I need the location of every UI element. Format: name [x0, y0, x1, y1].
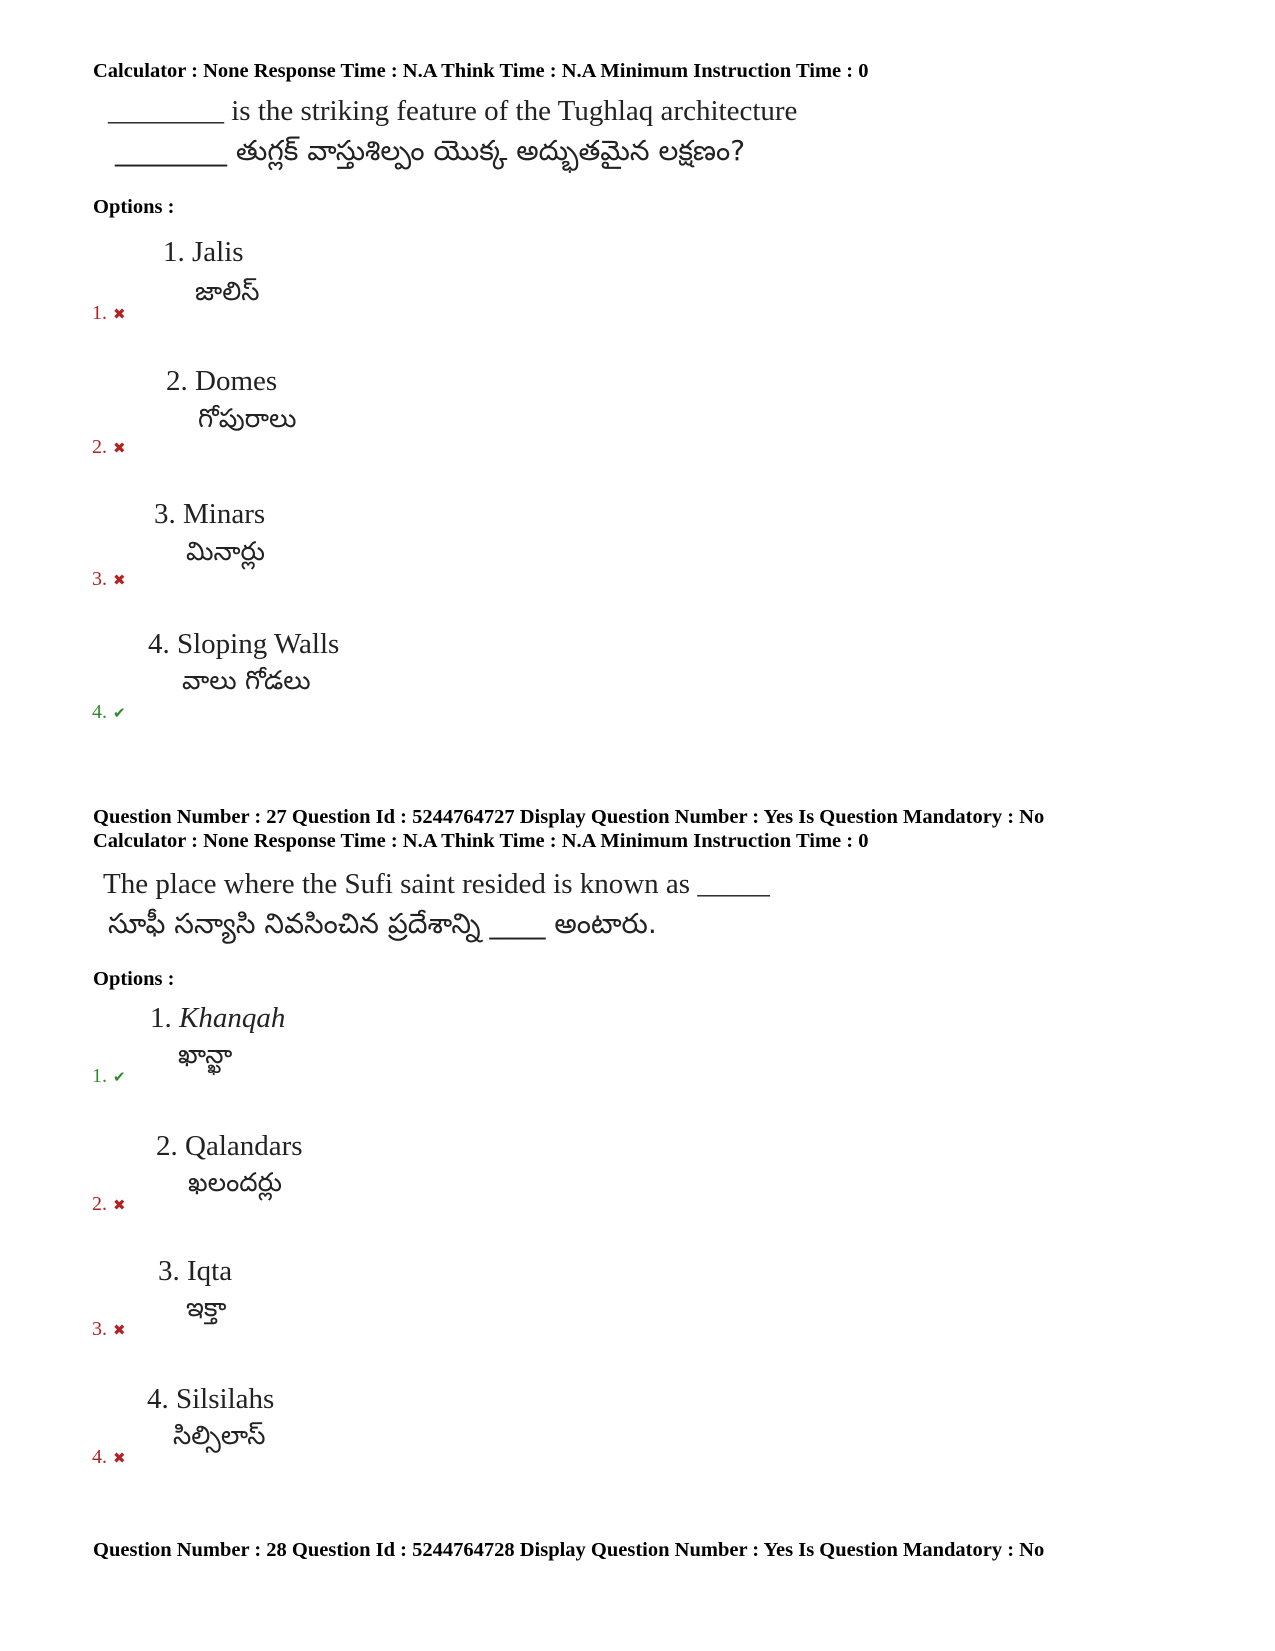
q26-option-4-te: వాలు గోడలు — [182, 666, 311, 696]
q27-option-4-te: సిల్సిలాస్ — [173, 1421, 266, 1451]
q26-option-2-number: 2. — [92, 436, 107, 458]
q26-options-label: Options : — [93, 196, 175, 218]
q27-option-3-number: 3. — [92, 1318, 107, 1340]
wrong-icon: ✖ — [113, 1449, 126, 1467]
q27-option-2-marker — [92, 1193, 126, 1216]
q27-option-1-te: ఖాన్ఖా — [178, 1040, 233, 1070]
q26-option-3-number: 3. — [92, 568, 107, 590]
q27-option-1-label: Khanqah — [179, 1002, 286, 1034]
check-icon: ✔ — [113, 704, 126, 722]
q26-option-4-en: 4. Sloping Walls — [148, 628, 340, 660]
q26-option-3-te: మినార్లు — [186, 537, 265, 567]
q26-option-2-marker — [92, 436, 126, 459]
q27-option-1-number: 1. — [150, 1002, 172, 1034]
q27-option-1-marker — [92, 1065, 126, 1088]
q27-option-1-en — [150, 1002, 285, 1035]
q27-options-label: Options : — [93, 968, 175, 990]
q27-option-3-en: 3. Iqta — [158, 1255, 233, 1287]
wrong-icon: ✖ — [113, 1196, 126, 1214]
q27-question-en: The place where the Sufi saint resided is known as _____ — [103, 868, 770, 900]
q26-question-te: ________ తుగ్లక్ వాస్తుశిల్పం యొక్క అద్భుతమైన లక్షణం? — [115, 134, 746, 167]
q27-option-2-en: 2. Qalandars — [156, 1130, 303, 1162]
q26-option-3-en: 3. Minars — [154, 498, 266, 530]
q27-meta-line-2: Calculator : None Response Time : N.A Think Time : N.A Minimum Instruction Time : 0 — [93, 830, 869, 852]
q26-option-1-number: 1. — [92, 302, 107, 324]
q27-option-2-number: 2. — [92, 1193, 107, 1215]
q27-option-3-marker — [92, 1318, 126, 1341]
q27-option-3-te: ఇక్తా — [186, 1293, 227, 1323]
q27-meta-line-1: Question Number : 27 Question Id : 5244764727 Display Question Number : Yes Is Question Mandatory : No — [93, 806, 1045, 828]
q27-question-te: సూఫీ సన్యాసి నివసించిన ప్రదేశాన్ని ____ అంటారు. — [108, 907, 657, 940]
q26-option-1-marker — [92, 302, 126, 325]
q27-option-4-marker — [92, 1446, 126, 1469]
q26-meta-line: Calculator : None Response Time : N.A Think Time : N.A Minimum Instruction Time : 0 — [93, 60, 869, 82]
q26-option-1-te: జాలిస్ — [195, 277, 260, 307]
q26-option-4-marker — [92, 701, 126, 724]
wrong-icon: ✖ — [113, 305, 126, 323]
q26-option-2-en: 2. Domes — [166, 365, 278, 397]
q26-question-en: ________ is the striking feature of the Tughlaq architecture — [108, 95, 798, 127]
q26-option-3-marker — [92, 568, 126, 591]
q27-option-2-te: ఖలందర్లు — [188, 1168, 283, 1198]
check-icon: ✔ — [113, 1068, 126, 1086]
q26-option-4-number: 4. — [92, 701, 107, 723]
wrong-icon: ✖ — [113, 439, 126, 457]
wrong-icon: ✖ — [113, 571, 126, 589]
wrong-icon: ✖ — [113, 1321, 126, 1339]
q26-option-2-te: గోపురాలు — [198, 404, 297, 434]
q27-option-4-number: 4. — [92, 1446, 107, 1468]
q28-meta-line-1: Question Number : 28 Question Id : 5244764728 Display Question Number : Yes Is Question Mandatory : No — [93, 1539, 1045, 1561]
q26-option-1-en: 1. Jalis — [163, 236, 244, 268]
q27-option-4-en: 4. Silsilahs — [147, 1383, 275, 1415]
q27-option-1-marker-number: 1. — [92, 1065, 107, 1087]
